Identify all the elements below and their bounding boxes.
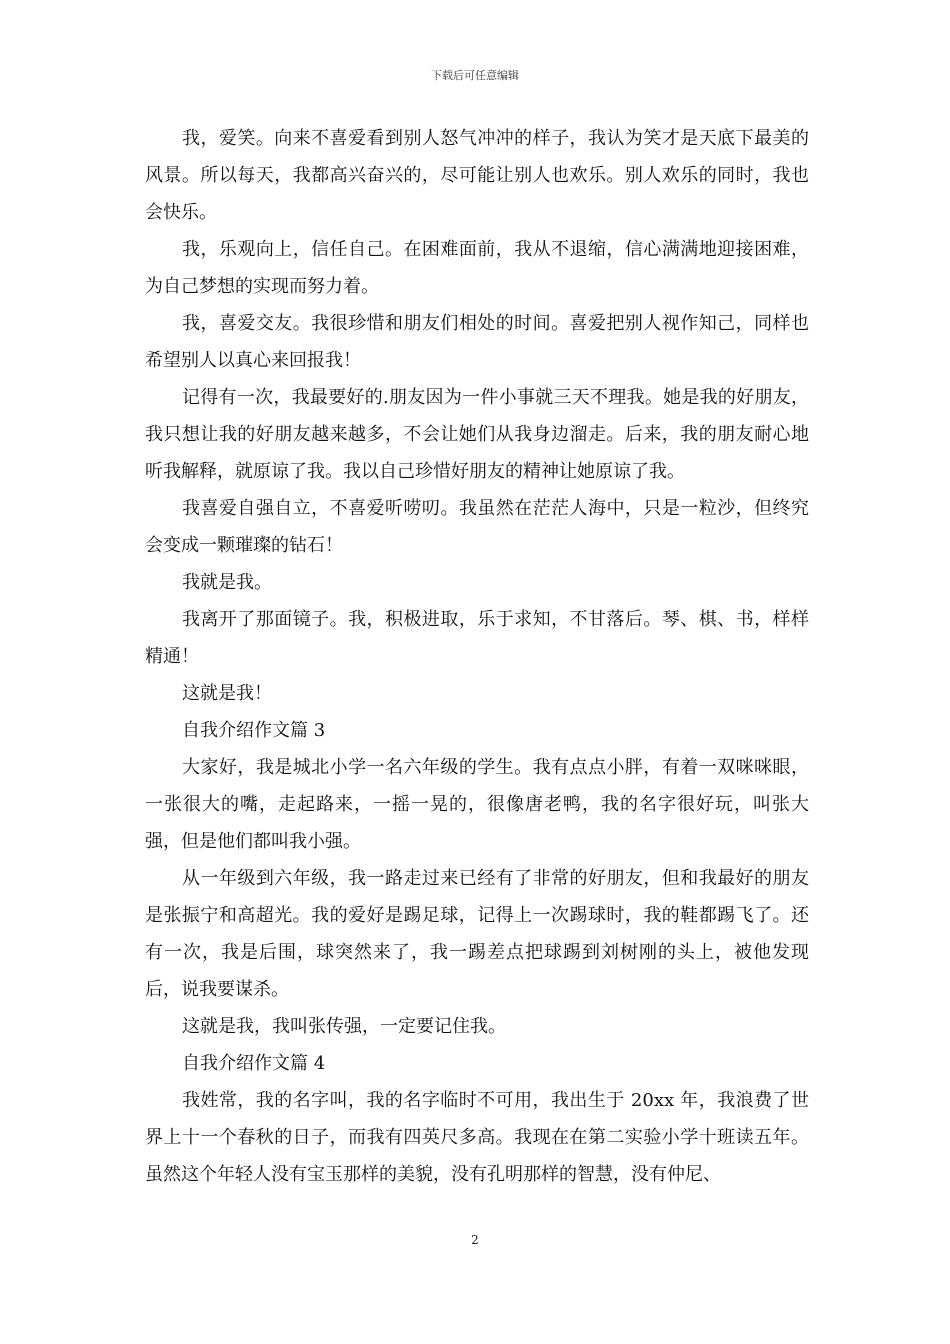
document-body bbox=[145, 120, 809, 1193]
paragraph: 记得有一次，我最要好的.朋友因为一件小事就三天不理我。她是我的好朋友，我只想让我的好朋友越来越多，不会让她们从我身边溜走。后来，我的朋友耐心地听我解释，就原谅了我。我以自己珍惜好朋友的精神让她原谅了我。 bbox=[145, 387, 809, 482]
paragraph: 从一年级到六年级，我一路走过来已经有了非常的好朋友，但和我最好的朋友是张振宁和高超光。我的爱好是踢足球，记得上一次踢球时，我的鞋都踢飞了。还有一次，我是后围，球突然来了，我一踢差点把球踢到刘树刚的头上，被他发现后，说我要谋杀。 bbox=[145, 868, 809, 1000]
page-header: 下载后可任意编辑 bbox=[431, 69, 519, 82]
paragraph: 我，乐观向上，信任自己。在困难面前，我从不退缩，信心满满地迎接困难，为自己梦想的实现而努力着。 bbox=[145, 239, 809, 297]
page-number: 2 bbox=[471, 1233, 479, 1247]
paragraph: 我喜爱自强自立，不喜爱听唠叨。我虽然在茫茫人海中，只是一粒沙，但终究会变成一颗璀璨的钻石！ bbox=[145, 498, 809, 556]
paragraph: 这就是我！ bbox=[182, 683, 272, 704]
section-heading: 自我介绍作文篇 4 bbox=[182, 1053, 326, 1074]
section-heading: 自我介绍作文篇 3 bbox=[182, 720, 326, 741]
paragraph: 我姓常，我的名字叫，我的名字临时不可用，我出生于 20xx 年，我浪费了世界上十一个春秋的日子，而我有四英尺多高。我现在在第二实验小学十班读五年。虽然这个年轻人没有宝玉那样的美貌，没有孔明那样的智慧，没有仲尼、 bbox=[145, 1090, 809, 1185]
paragraph: 这就是我，我叫张传强，一定要记住我。 bbox=[182, 1016, 506, 1037]
paragraph: 我，喜爱交友。我很珍惜和朋友们相处的时间。喜爱把别人视作知己，同样也希望别人以真心来回报我！ bbox=[145, 313, 809, 371]
paragraph: 大家好，我是城北小学一名六年级的学生。我有点点小胖，有着一双咪咪眼，一张很大的嘴，走起路来，一摇一晃的，很像唐老鸭，我的名字很好玩，叫张大强，但是他们都叫我小强。 bbox=[145, 757, 809, 852]
paragraph: 我离开了那面镜子。我，积极进取，乐于求知，不甘落后。琴、棋、书，样样精通！ bbox=[145, 609, 809, 667]
paragraph: 我，爱笑。向来不喜爱看到别人怒气冲冲的样子，我认为笑才是天底下最美的风景。所以每天，我都高兴奋兴的，尽可能让别人也欢乐。别人欢乐的同时，我也会快乐。 bbox=[145, 128, 809, 223]
paragraph: 我就是我。 bbox=[182, 572, 272, 593]
